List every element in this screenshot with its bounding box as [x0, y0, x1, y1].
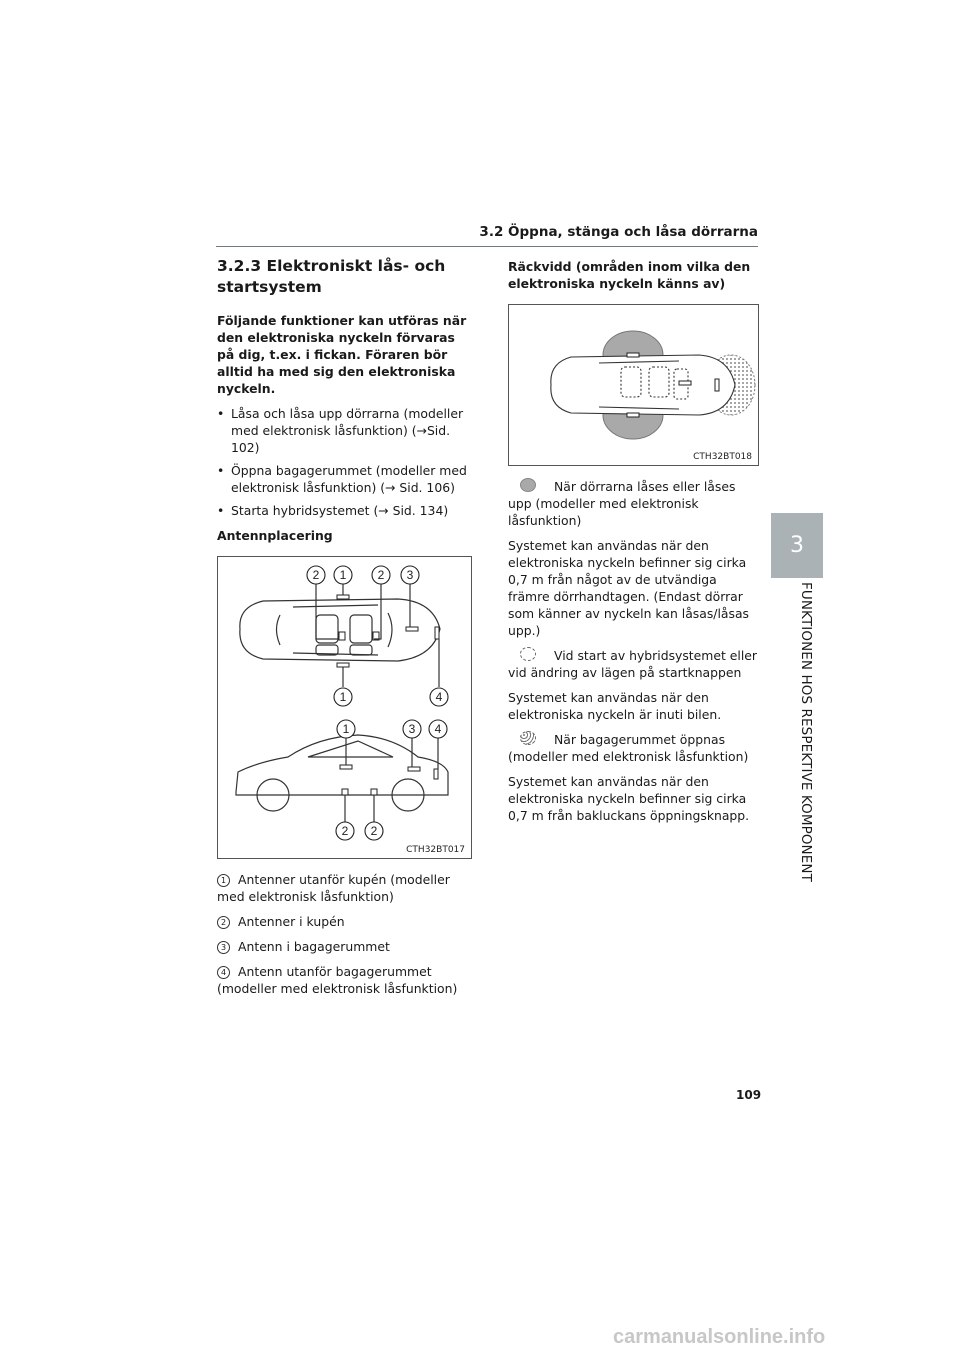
right-column	[508, 256, 760, 832]
list-item: 2 Antenner i kupén	[217, 913, 472, 930]
left-column	[217, 256, 472, 1005]
page-number: 109	[736, 1088, 762, 1102]
list-item: • Starta hybridsystemet (→ Sid. 134)	[217, 503, 449, 518]
figure-code: CTH32BT018	[693, 452, 752, 462]
range-diagram	[509, 305, 758, 465]
intro-paragraph: Följande funktioner kan utföras när den elektroniska nyckeln förvaras på dig, t.ex. i fickan. Föraren bör alltid ha med sig den elektroniska nyckeln.	[217, 313, 467, 396]
number-badge: 2	[217, 916, 230, 929]
callout-number: 2	[341, 824, 349, 838]
number-badge: 1	[217, 874, 230, 887]
page-title: 3.2.3 Elektroniskt lås- och startsystem	[217, 257, 446, 296]
section-header-text: 3.2 Öppna, stänga och låsa dörrarna	[479, 224, 758, 240]
section-header	[216, 224, 758, 247]
chapter-number: 3	[790, 533, 804, 558]
callout-number: 2	[370, 824, 378, 838]
figure-code: CTH32BT017	[406, 845, 465, 855]
range-item: När bagagerummet öppnas (modeller med elektronisk låsfunktion) Systemet kan användas när den elektroniska nyckeln befinner sig cirka 0,7 m från bakluckans öppningsknapp.	[508, 731, 760, 824]
callout-number: 1	[339, 690, 347, 704]
antenna-heading: Antennplacering	[217, 528, 333, 543]
list-item: 4 Antenn utanför bagagerummet (modeller med elektronisk låsfunktion)	[217, 964, 458, 996]
callout-number: 2	[377, 568, 385, 582]
number-badge: 3	[217, 941, 230, 954]
callout-number: 1	[339, 568, 347, 582]
watermark: carmanualsonline.info	[613, 1326, 826, 1348]
function-list	[217, 405, 472, 519]
dashed-area-icon	[520, 647, 536, 661]
list-item: • Öppna bagagerummet (modeller med elektronisk låsfunktion) (→ Sid. 106)	[217, 463, 467, 495]
antenna-location-figure	[217, 556, 472, 859]
dotted-area-icon	[520, 731, 536, 745]
callout-number: 2	[312, 568, 320, 582]
range-item: Vid start av hybridsystemet eller vid ändring av lägen på startknappen Systemet kan användas när den elektroniska nyckeln är inuti bilen.	[508, 647, 760, 723]
range-description: Systemet kan användas när den elektroniska nyckeln är inuti bilen.	[508, 690, 722, 722]
chapter-tab	[771, 513, 823, 578]
range-item: När dörrarna låses eller låses upp (modeller med elektronisk låsfunktion) Systemet kan användas när den elektroniska nyckeln befinner sig cirka 0,7 m från något av de utvändiga främre dörrhandtagen. (Endast dörrar som känner av nyckeln kan låsas/låsas upp.)	[508, 478, 760, 639]
range-heading: Räckvidd (områden inom vilka den elektroniska nyckeln känns av)	[508, 259, 751, 291]
callout-number: 4	[435, 690, 443, 704]
antenna-diagram	[218, 557, 471, 858]
antenna-legend	[217, 871, 472, 997]
chapter-side-title: FUNKTIONEN HOS RESPEKTIVE KOMPONENT	[798, 582, 814, 882]
list-item: 3 Antenn i bagagerummet	[217, 938, 472, 955]
solid-area-icon	[520, 478, 536, 492]
callout-number: 3	[408, 722, 416, 736]
range-description: Systemet kan användas när den elektroniska nyckeln befinner sig cirka 0,7 m från något av de utvändiga främre dörrhandtagen. (Endast dörrar som känner av nyckeln kan låsas/låsas upp.)	[508, 538, 750, 638]
range-figure	[508, 304, 759, 466]
callout-number: 1	[342, 722, 350, 736]
callout-number: 3	[406, 568, 414, 582]
number-badge: 4	[217, 966, 230, 979]
callout-number: 4	[434, 722, 442, 736]
list-item: • Låsa och låsa upp dörrarna (modeller med elektronisk låsfunktion) (→Sid. 102)	[217, 406, 464, 455]
range-description: Systemet kan användas när den elektroniska nyckeln befinner sig cirka 0,7 m från bakluckans öppningsknapp.	[508, 774, 750, 823]
list-item: 1 Antenner utanför kupén (modeller med elektronisk låsfunktion)	[217, 872, 450, 904]
